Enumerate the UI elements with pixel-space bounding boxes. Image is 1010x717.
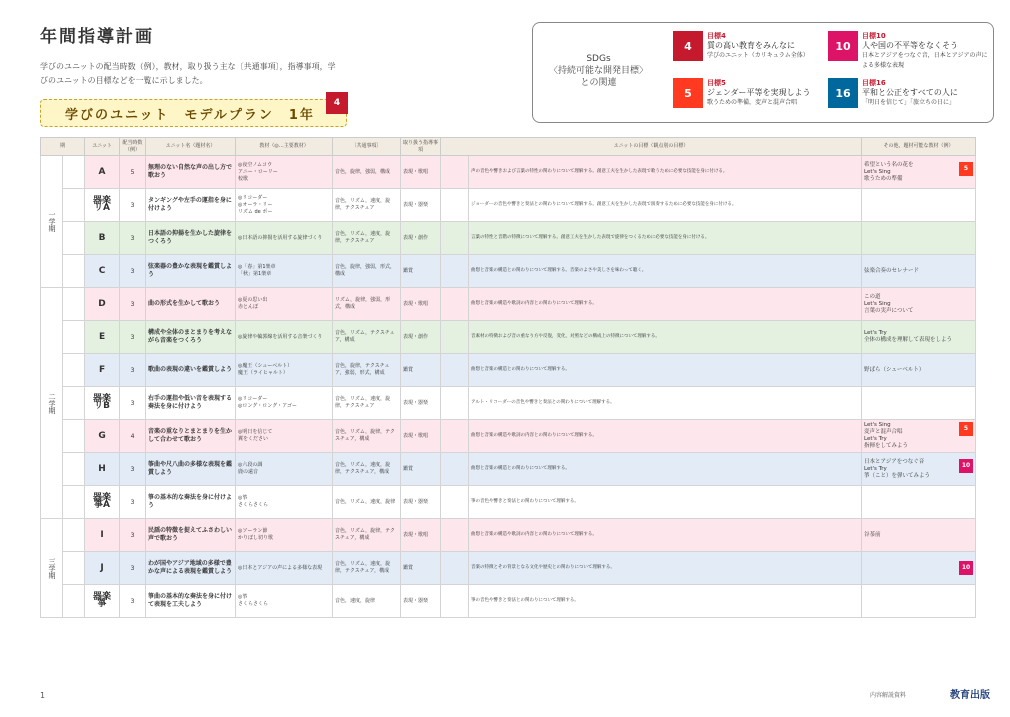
- sdg-4-icon: 4: [326, 92, 348, 114]
- common-items: 音色，リズム，速度，旋律，テクスチュア: [333, 387, 401, 420]
- common-items: 音色，リズム，テクスチュア，構成: [333, 321, 401, 354]
- column-header: ユニット名（題材名）: [146, 138, 236, 156]
- sdg-10-icon: 10: [959, 459, 973, 473]
- instruction-items: 表現・創作: [401, 321, 441, 354]
- table-row: [41, 552, 976, 585]
- column-header: 取り扱う指導事項: [401, 138, 441, 156]
- table-row: [41, 288, 976, 321]
- materials: ◎魔王（シューベルト） 魔王（ライヒャルト）: [236, 354, 333, 387]
- unit-name: 日本語の抑揚を生かした旋律をつくろう: [146, 222, 236, 255]
- publisher-logo: 教育出版: [950, 690, 990, 701]
- unit-goals: アルト・リコーダーの音色や響きと奏法との関わりについて理解する。: [469, 387, 862, 420]
- table-row: [41, 156, 976, 189]
- common-items: リズム，旋律，強弱，形式，構成: [333, 288, 401, 321]
- other-materials: 弦楽合奏のセレナード: [862, 255, 976, 288]
- unit-id: I: [85, 519, 120, 552]
- column-header: ユニット: [85, 138, 120, 156]
- unit-goals: 箏の音色や響きと奏法との関わりについて理解する。: [469, 585, 862, 618]
- other-materials: 10 日本とアジアをつなぐ音 Let's Try 箏（こと）を弾いてみよう: [862, 453, 976, 486]
- term-label: 三学期: [41, 519, 63, 618]
- unit-name: 弦楽器の豊かな表現を鑑賞しよう: [146, 255, 236, 288]
- hours: 3: [120, 255, 146, 288]
- column-header: ユニットの目標（観点別の目標）: [441, 138, 862, 156]
- materials: ◎夜空ノムコウ アニー・ローリー 校歌: [236, 156, 333, 189]
- unit-goals: 声の音色や響きおよび言葉の特性の関わりについて理解する。創意工夫を生かした表現で歌うために必要な技能を身に付ける。: [469, 156, 862, 189]
- unit-id: 器楽 リB: [85, 387, 120, 420]
- other-materials: 5 希望という名の花を Let's Sing 歌うための準備: [862, 156, 976, 189]
- column-header: 教材（◎…主要教材）: [236, 138, 333, 156]
- other-materials: 5 Let's Sing 変声と混声合唱 Let's Try 指揮をしてみよう: [862, 420, 976, 453]
- unit-goals: 曲想と音楽の構造との関わりについて理解する。: [469, 453, 862, 486]
- hours: 3: [120, 585, 146, 618]
- unit-id: A: [85, 156, 120, 189]
- page-title: 年間指導計画: [40, 27, 154, 47]
- sdg-goal-16: 16 目標16 平和と公正をすべての人に 「明日を信じて」「旅立ちの日に」: [828, 78, 958, 108]
- instruction-items: 鑑賞: [401, 354, 441, 387]
- common-items: 音色，リズム，速度，旋律，テクスチュア，構成: [333, 453, 401, 486]
- common-items: 音色，旋律，テクスチュア，強弱，形式，構成: [333, 354, 401, 387]
- hours: 3: [120, 552, 146, 585]
- unit-goals: 曲想と音楽の構造や歌詞の内容との関わりについて理解する。: [469, 519, 862, 552]
- sdg-4-icon: 4: [673, 31, 703, 61]
- other-materials: [862, 486, 976, 519]
- unit-id: 器楽 箏A: [85, 486, 120, 519]
- page-number: 1: [40, 691, 46, 700]
- hours: 3: [120, 519, 146, 552]
- instruction-items: 表現・器楽: [401, 189, 441, 222]
- sdg-goal-10: 10 目標10 人や国の不平等をなくそう 日本とアジアをつなぐ音，日本とアジアの声による多様な表現: [828, 31, 993, 71]
- unit-id: F: [85, 354, 120, 387]
- unit-name: 音楽の重なりとまとまりを生かして合わせて歌おう: [146, 420, 236, 453]
- hours: 3: [120, 387, 146, 420]
- unit-name: 右手の運指や低い音を表現する奏法を身に付けよう: [146, 387, 236, 420]
- sdg-heading: SDGs 〈持続可能な開発目標〉 との関連: [549, 54, 649, 88]
- sdg-16-icon: 16: [828, 78, 858, 108]
- instruction-items: 表現・歌唱: [401, 156, 441, 189]
- unit-goals: ジョーダーの音色や響きと奏法との関わりについて理解する。創意工夫を生かした表現で演奏するために必要な技能を身に付ける。: [469, 189, 862, 222]
- hours: 4: [120, 420, 146, 453]
- materials: ◎リコーダー ◎オーラ・リー リズム de ポー: [236, 189, 333, 222]
- common-items: 音色，リズム，速度，旋律，テクスチュア: [333, 222, 401, 255]
- other-materials: [862, 552, 976, 585]
- sdg-5-icon: 5: [959, 162, 973, 176]
- sdg-10-icon: 10: [959, 561, 973, 575]
- unit-goals: 言葉の特性と音階の特徴について理解する。創意工夫を生かした表現で旋律をつくるために必要な技能を身に付ける。: [469, 222, 862, 255]
- hours: 5: [120, 156, 146, 189]
- common-items: 音色，速度，旋律: [333, 585, 401, 618]
- unit-goals: 曲想と音楽の構造や歌詞の内容との関わりについて理解する。: [469, 420, 862, 453]
- table-row: [41, 387, 976, 420]
- hours: 3: [120, 222, 146, 255]
- sdg-box: [532, 22, 994, 123]
- materials: ◎箏 さくらさくら: [236, 585, 333, 618]
- unit-id: 器楽 リA: [85, 189, 120, 222]
- sdg-goal-5: 5 目標5 ジェンダー平等を実現しよう 歌うための準備，変声と混声合唱: [673, 78, 811, 108]
- model-plan-banner: 学びのユニット モデルプラン 1年: [40, 99, 347, 127]
- hours: 3: [120, 321, 146, 354]
- materials: ◎明日を信じて 翼をください: [236, 420, 333, 453]
- unit-id: H: [85, 453, 120, 486]
- common-items: 音色，リズム，旋律，テクスチュア，構成: [333, 519, 401, 552]
- unit-id: 器楽 箏: [85, 585, 120, 618]
- hours: 3: [120, 288, 146, 321]
- annual-plan-table: [40, 137, 976, 618]
- sdg-5-icon: 5: [959, 422, 973, 436]
- materials: ◎箏 さくらさくら: [236, 486, 333, 519]
- table-row: [41, 189, 976, 222]
- hours: 3: [120, 453, 146, 486]
- table-row: [41, 255, 976, 288]
- unit-name: 箏の基本的な奏法を身に付けよう: [146, 486, 236, 519]
- sdg-goal-4: 4 目標4 質の高い教育をみんなに 学びのユニット（カリキュラム全体）: [673, 31, 809, 61]
- other-materials: この道 Let's Sing 言葉の実声について: [862, 288, 976, 321]
- materials: ◎旋律や輪郭線を活用する音楽づくり: [236, 321, 333, 354]
- column-header: 期: [41, 138, 85, 156]
- other-materials: [862, 387, 976, 420]
- table-row: [41, 585, 976, 618]
- unit-id: G: [85, 420, 120, 453]
- common-items: 音色，旋律，強弱，構成: [333, 156, 401, 189]
- unit-name: 無理のない自然な声の出し方で歌おう: [146, 156, 236, 189]
- column-header: 配当時数（例）: [120, 138, 146, 156]
- instruction-items: 表現・器楽: [401, 585, 441, 618]
- table-row: [41, 354, 976, 387]
- common-items: 音色，リズム，速度，旋律: [333, 486, 401, 519]
- table-row: [41, 420, 976, 453]
- instruction-items: 表現・歌唱: [401, 288, 441, 321]
- intro-text: 学びのユニットの配当時数（例），教材，取り扱う主な〔共通事項〕，指導事項，学びのユニットの目標などを一覧に示しました。: [40, 62, 336, 85]
- materials: ◎夏の思い出 赤とんぼ: [236, 288, 333, 321]
- unit-name: わが国やアジア地域の多様で豊かな声による表現を鑑賞しよう: [146, 552, 236, 585]
- common-items: 音色，旋律，強弱，形式，構成: [333, 255, 401, 288]
- footer-subtitle: 内容解説資料: [869, 692, 906, 699]
- table-row: [41, 519, 976, 552]
- common-items: 音色，リズム，旋律，テクスチュア，構成: [333, 420, 401, 453]
- unit-goals: 箏の音色や響きと奏法との関わりについて理解する。: [469, 486, 862, 519]
- term-label: 一学期: [41, 156, 63, 288]
- unit-goals: 音楽の特徴とその背景となる文化や歴史との関わりについて理解する。: [469, 552, 862, 585]
- hours: 3: [120, 486, 146, 519]
- hours: 3: [120, 354, 146, 387]
- materials: ◎「春」第1楽章 「秋」第1楽章: [236, 255, 333, 288]
- unit-name: 筝曲や尺八曲の多様な表現を鑑賞しよう: [146, 453, 236, 486]
- other-materials: [862, 585, 976, 618]
- unit-name: 歌曲の表現の違いを鑑賞しよう: [146, 354, 236, 387]
- unit-name: タンギングや左手の運指を身に付けよう: [146, 189, 236, 222]
- materials: ◎ソーラン節 かりぼし切り歌: [236, 519, 333, 552]
- other-materials: 谷茶前: [862, 519, 976, 552]
- common-items: 音色，リズム，速度，旋律，テクスチュア: [333, 189, 401, 222]
- unit-goals: 曲想と音楽の構造や歌詞の内容との関わりについて理解する。: [469, 288, 862, 321]
- table-row: [41, 453, 976, 486]
- instruction-items: 表現・歌唱: [401, 519, 441, 552]
- table-row: [41, 486, 976, 519]
- hours: 3: [120, 189, 146, 222]
- other-materials: Let's Try 全体の構成を理解して表現をしよう: [862, 321, 976, 354]
- instruction-items: 表現・器楽: [401, 486, 441, 519]
- materials: ◎日本語の抑揚を活用する旋律づくり: [236, 222, 333, 255]
- column-header: 〔共通事項〕: [333, 138, 401, 156]
- unit-goals: 音素材の特徴および音の重なり方や反復，変化，対照などの構成上の特徴について理解する。: [469, 321, 862, 354]
- instruction-items: 表現・器楽: [401, 387, 441, 420]
- table-row: [41, 321, 976, 354]
- sdg-5-icon: 5: [673, 78, 703, 108]
- materials: ◎六段の調 鹿の遠音: [236, 453, 333, 486]
- materials: ◎日本とアジアの声による多様な表現: [236, 552, 333, 585]
- other-materials: 野ばら（シューベルト）: [862, 354, 976, 387]
- unit-goals: 曲想と音楽の構造との関わりについて理解する。音楽のよさや美しさを味わって聴く。: [469, 255, 862, 288]
- unit-name: 民謡の特徴を捉えてふさわしい声で歌おう: [146, 519, 236, 552]
- unit-id: B: [85, 222, 120, 255]
- unit-name: 構成や全体のまとまりを考えながら音楽をつくろう: [146, 321, 236, 354]
- instruction-items: 鑑賞: [401, 453, 441, 486]
- other-materials: [862, 222, 976, 255]
- instruction-items: 表現・創作: [401, 222, 441, 255]
- sdg-10-icon: 10: [828, 31, 858, 61]
- term-label: 二学期: [41, 288, 63, 519]
- unit-id: E: [85, 321, 120, 354]
- instruction-items: 表現・歌唱: [401, 420, 441, 453]
- unit-name: 箏曲の基本的な奏法を身に付けて表現を工夫しよう: [146, 585, 236, 618]
- column-header: その他，題材可能な教材（例）: [862, 138, 976, 156]
- materials: ◎リコーダー ◎ロング・ロング・アゴー: [236, 387, 333, 420]
- unit-id: C: [85, 255, 120, 288]
- common-items: 音色，リズム，速度，旋律，テクスチュア，構成: [333, 552, 401, 585]
- unit-goals: 曲想と音楽の構造との関わりについて理解する。: [469, 354, 862, 387]
- other-materials: [862, 189, 976, 222]
- instruction-items: 鑑賞: [401, 552, 441, 585]
- unit-name: 曲の形式を生かして歌おう: [146, 288, 236, 321]
- unit-id: D: [85, 288, 120, 321]
- unit-id: J: [85, 552, 120, 585]
- instruction-items: 鑑賞: [401, 255, 441, 288]
- table-row: [41, 222, 976, 255]
